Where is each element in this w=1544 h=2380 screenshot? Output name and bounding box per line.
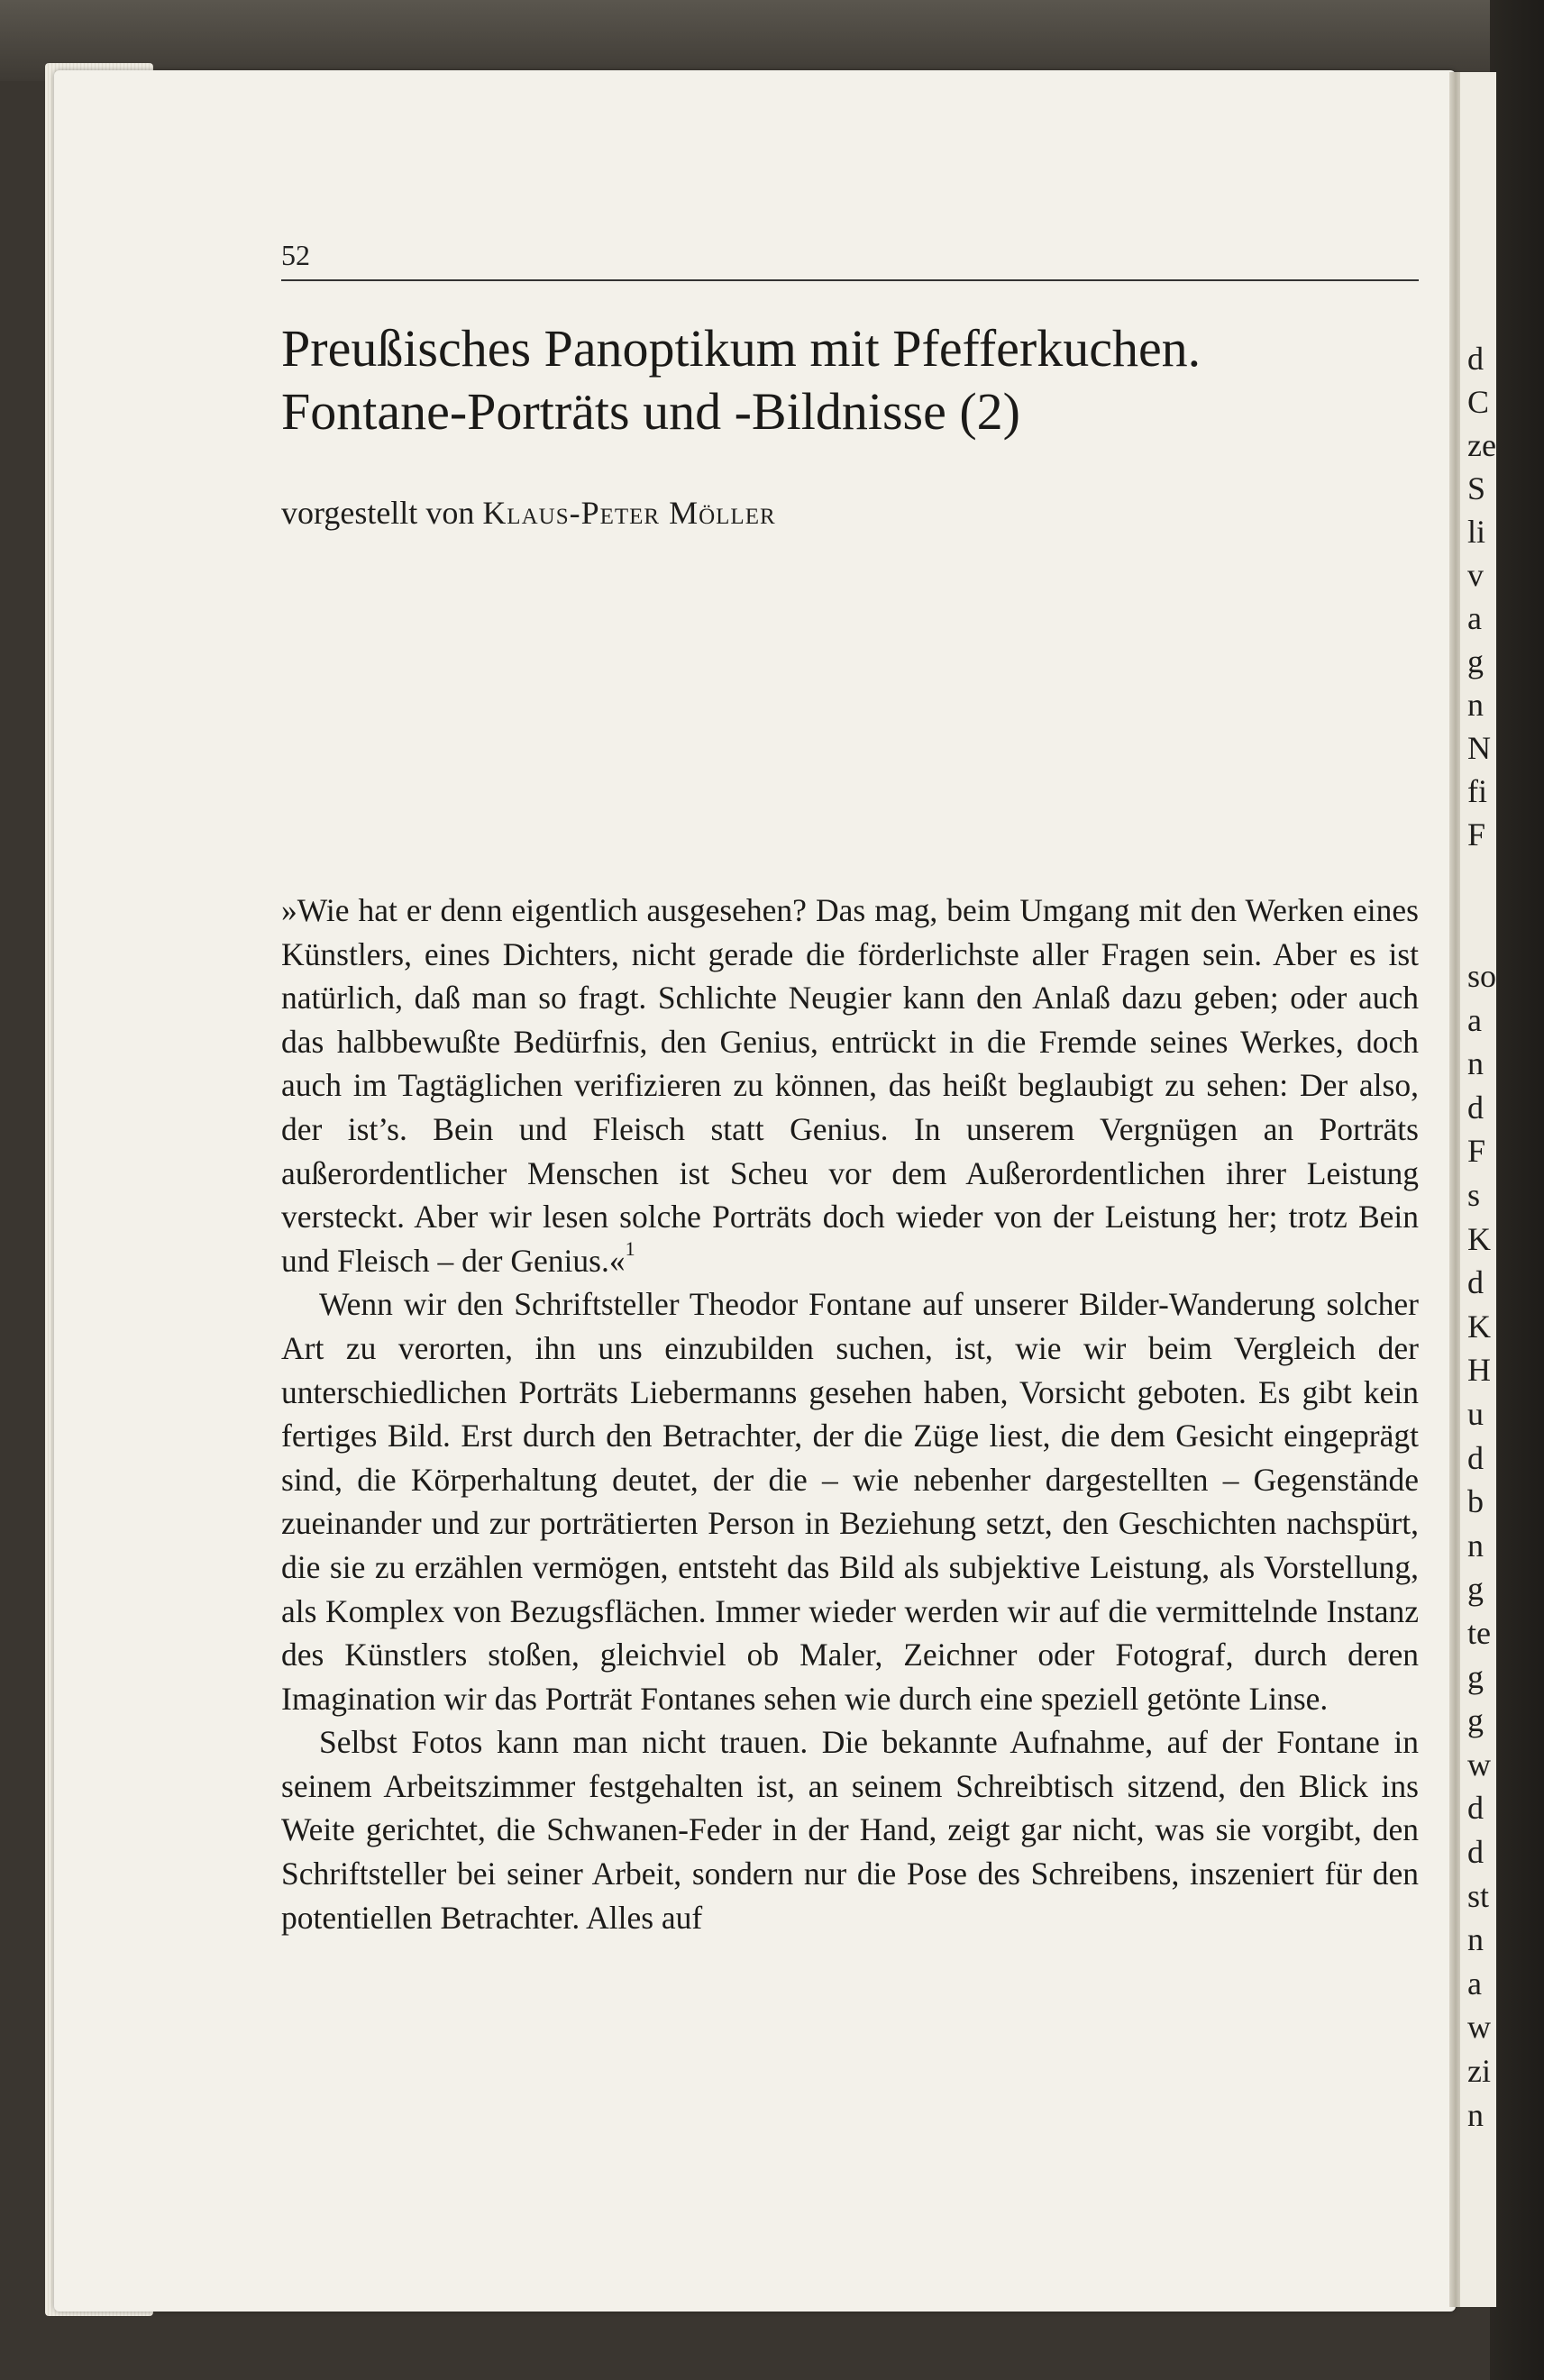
article-title — [281, 317, 1419, 443]
facing-page-fragment: K — [1467, 1220, 1491, 1257]
byline-prefix: vorgestellt von — [281, 495, 483, 531]
facing-page-fragment: so — [1467, 958, 1496, 994]
paragraph-2: Wenn wir den Schriftsteller Theodor Fontane auf unserer Bilder-Wanderung solcher Art zu verorten, ihn uns einzubilden suchen, ist, wie wir beim Vergleich der unterschiedlichen Porträts Liebermanns gesehen haben, Vorsicht geboten. Es gibt kein fertiges Bild. Erst durch den Betrachter, der die Züge liest, die dem Gesicht eingeprägt sind, die Körperhaltung deutet, der die – wie nebenher dargestellten – Gegenstände zueinander und zur porträtierten Person in Beziehung setzt, den Geschichten nachspürt, die sie zu erzählen vermögen, entsteht das Bild als subjektive Leistung, als Vorstellung, als Komplex von Bezugsflächen. Immer wieder werden wir auf die vermittelnde Instanz des Künstlers stoßen, gleichviel ob Maler, Zeichner oder Fotograf, durch deren Imagination wir das Porträt Fontanes sehen wie durch eine speziell getönte Linse. — [281, 1286, 1419, 1717]
paragraph-3: Selbst Fotos kann man nicht trauen. Die bekannte Aufnahme, auf der Fontane in seinem Arbeitszimmer festgehalten ist, an seinem Schreibtisch sitzend, den Blick ins Weite gerichtet, die Schwanen-Feder in der Hand, zeigt gar nicht, was sie vorgibt, den Schriftsteller bei seiner Arbeit, sondern nur die Pose des Schreibens, inszeniert für den potentiellen Betrachter. Alles auf — [281, 1724, 1419, 1936]
facing-page-fragment: C — [1467, 384, 1490, 420]
byline-author: Klaus-Peter Möller — [482, 495, 776, 531]
facing-page-fragment: F — [1467, 1133, 1486, 1170]
facing-page-fragment: S — [1467, 470, 1486, 506]
paragraph-1-text: »Wie hat er denn eigentlich ausgesehen? Das mag, beim Umgang mit den Werken eines Künstlers, eines Dichters, nicht gerade die förderlichste aller Fragen sein. Aber es ist natürlich, daß man so fragt. Schlichte Neugier kann den Anlaß dazu geben; oder auch das halbbewußte Bedürfnis, den Genius, entrückt in die Fremde seines Werkes, doch auch im Tagtäglichen verifizieren zu können, das heißt beglaubigt zu sehen: Der also, der ist’s. Bein und Fleisch statt Genius. In unserem Vergnügen an Porträts außerordentlicher Menschen ist Scheu vor dem Außerordentlichen ihrer Leistung versteckt. Aber wir lesen solche Porträts doch wieder von der Leistung her; trotz Bein und Fleisch – der Genius.« — [281, 892, 1419, 1279]
facing-page-fragment: n — [1467, 687, 1484, 723]
paragraph-1 — [281, 889, 1419, 1282]
title-line-1: Preußisches Panoptikum mit Pfefferkuchen. — [281, 319, 1201, 378]
article-body — [281, 889, 1419, 1939]
facing-page-fragment: ze — [1467, 427, 1496, 463]
facing-page-fragment: g — [1467, 1571, 1484, 1608]
facing-page-fragment: zi — [1467, 2053, 1491, 2089]
facing-page-fragment: F — [1467, 816, 1486, 853]
facing-page-fragment: d — [1467, 1834, 1484, 1870]
footnote-reference: 1 — [625, 1236, 635, 1260]
facing-page-fragment: d — [1467, 1264, 1484, 1301]
facing-page-fragment: n — [1467, 1921, 1484, 1958]
facing-page-fragment: n — [1467, 2096, 1484, 2133]
facing-page-fragment: d — [1467, 1790, 1484, 1827]
facing-page-fragment: a — [1467, 600, 1482, 636]
facing-page-fragment: v — [1467, 557, 1484, 593]
facing-page-fragment: li — [1467, 514, 1486, 550]
title-line-2: Fontane-Porträts und -Bildnisse (2) — [281, 382, 1020, 441]
byline — [281, 494, 776, 532]
facing-page-fragment: b — [1467, 1483, 1484, 1520]
facing-page-fragment: g — [1467, 1702, 1484, 1739]
facing-page-fragment: N — [1467, 730, 1491, 766]
scanner-background-right — [1490, 0, 1544, 2380]
facing-page-fragment: n — [1467, 1527, 1484, 1564]
page-number: 52 — [281, 239, 310, 271]
facing-page-fragment: K — [1467, 1308, 1491, 1345]
facing-page-fragment: a — [1467, 1965, 1482, 2002]
header-rule — [281, 279, 1419, 281]
facing-page-fragment: te — [1467, 1615, 1491, 1651]
facing-page-fragment: n — [1467, 1045, 1484, 1082]
facing-page — [1460, 72, 1496, 2307]
facing-page-fragment: g — [1467, 1658, 1484, 1695]
facing-page-fragment: g — [1467, 643, 1484, 679]
facing-page-fragment: w — [1467, 2009, 1491, 2046]
facing-page-fragment: a — [1467, 1001, 1482, 1038]
facing-page-fragment: d — [1467, 341, 1484, 377]
facing-page-fragment: s — [1467, 1177, 1481, 1213]
facing-page-fragment: u — [1467, 1396, 1484, 1432]
facing-page-fragment: fi — [1467, 773, 1487, 809]
facing-page-fragment: d — [1467, 1439, 1484, 1476]
facing-page-fragment: w — [1467, 1746, 1491, 1783]
facing-page-fragment: st — [1467, 1877, 1490, 1914]
facing-page-fragment: H — [1467, 1352, 1491, 1389]
facing-page-fragment: d — [1467, 1089, 1484, 1126]
scanner-background-top — [0, 0, 1544, 81]
